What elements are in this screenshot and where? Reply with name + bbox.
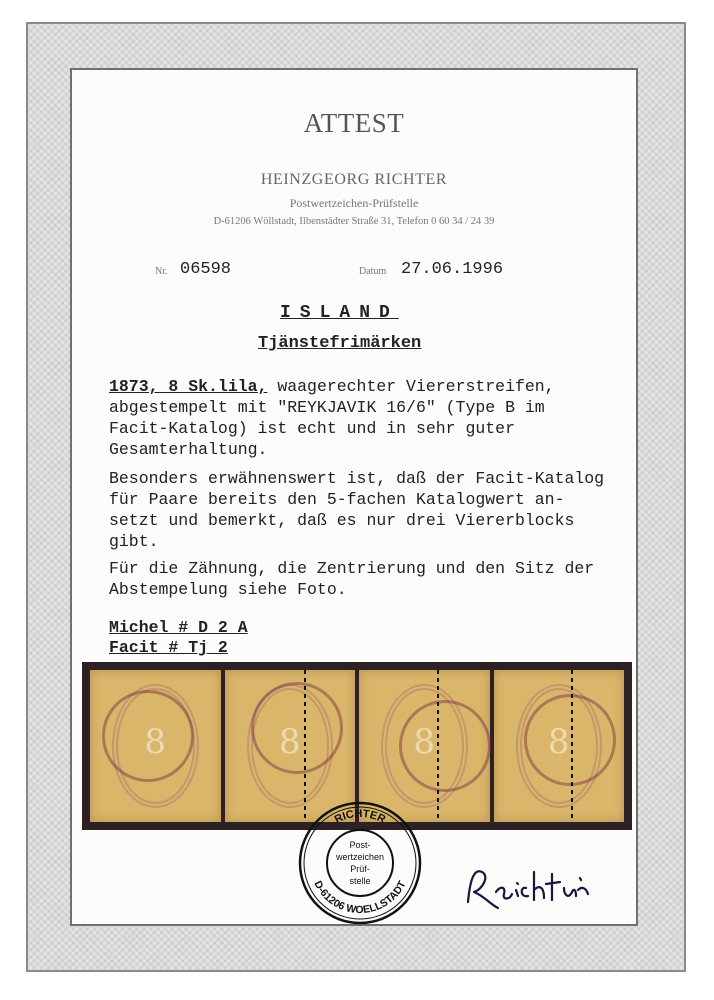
postmark-cancel — [251, 682, 343, 774]
certificate-title: ATTEST — [303, 108, 405, 138]
photo-note-line-1: Für die Zähnung, die Zentrierung und den Sitz der — [109, 559, 595, 578]
description-line-3: Facit-Katalog) ist echt und in sehr guter — [109, 419, 515, 438]
facit-number: Facit # Tj 2 — [109, 638, 228, 657]
seal-line-1: Post- — [349, 840, 371, 850]
postmark-cancel — [399, 700, 491, 792]
description-line-1-rest: waagerechter Viererstreifen, — [267, 377, 555, 396]
signature-text: Richter — [460, 850, 463, 851]
postmark-cancel — [524, 694, 616, 786]
issuer-address: D-61206 Wöllstadt, Ilbenstädter Straße 31, Telefon 0 60 34 / 24 39 — [213, 216, 495, 227]
stamp-denomination: 8 — [278, 722, 301, 762]
seal-bottom-text: D-61206 WOELLSTADT — [311, 878, 409, 917]
stamp-1 — [90, 670, 221, 822]
certificate-date: 27.06.1996 — [401, 260, 504, 279]
postmark-cancel — [102, 690, 194, 782]
stamp-denomination: 8 — [413, 722, 436, 762]
seal-line-3: Prüf- — [350, 864, 370, 874]
expert-seal-stamp — [297, 800, 423, 926]
seal-top-text: RICHTER — [332, 807, 388, 826]
michel-number: Michel # D 2 A — [109, 618, 248, 637]
issuer-role: Postwertzeichen-Prüfstelle — [289, 196, 419, 210]
seal-line-4: stelle — [349, 876, 371, 886]
photo-note-line-2: Abstempelung siehe Foto. — [109, 580, 347, 599]
datum-label: Datum — [359, 266, 387, 277]
note-line-2: für Paare bereits den 5-fachen Katalogwert an- — [109, 490, 565, 509]
stamp-issue: 1873, 8 Sk.lila, — [109, 377, 268, 396]
issuer-name: HEINZGEORG RICHTER — [260, 171, 448, 188]
note-line-1: Besonders erwähnenswert ist, daß der Facit-Katalog — [109, 469, 605, 488]
signature — [460, 850, 610, 920]
stamp-denomination: 8 — [547, 722, 570, 762]
certificate-number: 06598 — [180, 260, 232, 279]
description-line-2: abgestempelt mit "REYKJAVIK 16/6" (Type B im — [109, 398, 545, 417]
perforation — [571, 670, 573, 822]
description-line-1 — [109, 376, 629, 397]
stamp-denomination: 8 — [144, 722, 167, 762]
stamp-4 — [494, 670, 625, 822]
note-line-3: setzt und bemerkt, daß es nur drei Viererblocks — [109, 511, 575, 530]
nr-label: Nr. — [155, 266, 168, 277]
category-subtitle: Tjänstefrimärken — [258, 334, 422, 353]
description-line-4: Gesamterhaltung. — [109, 440, 268, 459]
perforation — [437, 670, 439, 822]
country-heading: ISLAND — [280, 303, 399, 323]
note-line-4: gibt. — [109, 532, 159, 551]
seal-line-2: wertzeichen — [335, 852, 385, 862]
